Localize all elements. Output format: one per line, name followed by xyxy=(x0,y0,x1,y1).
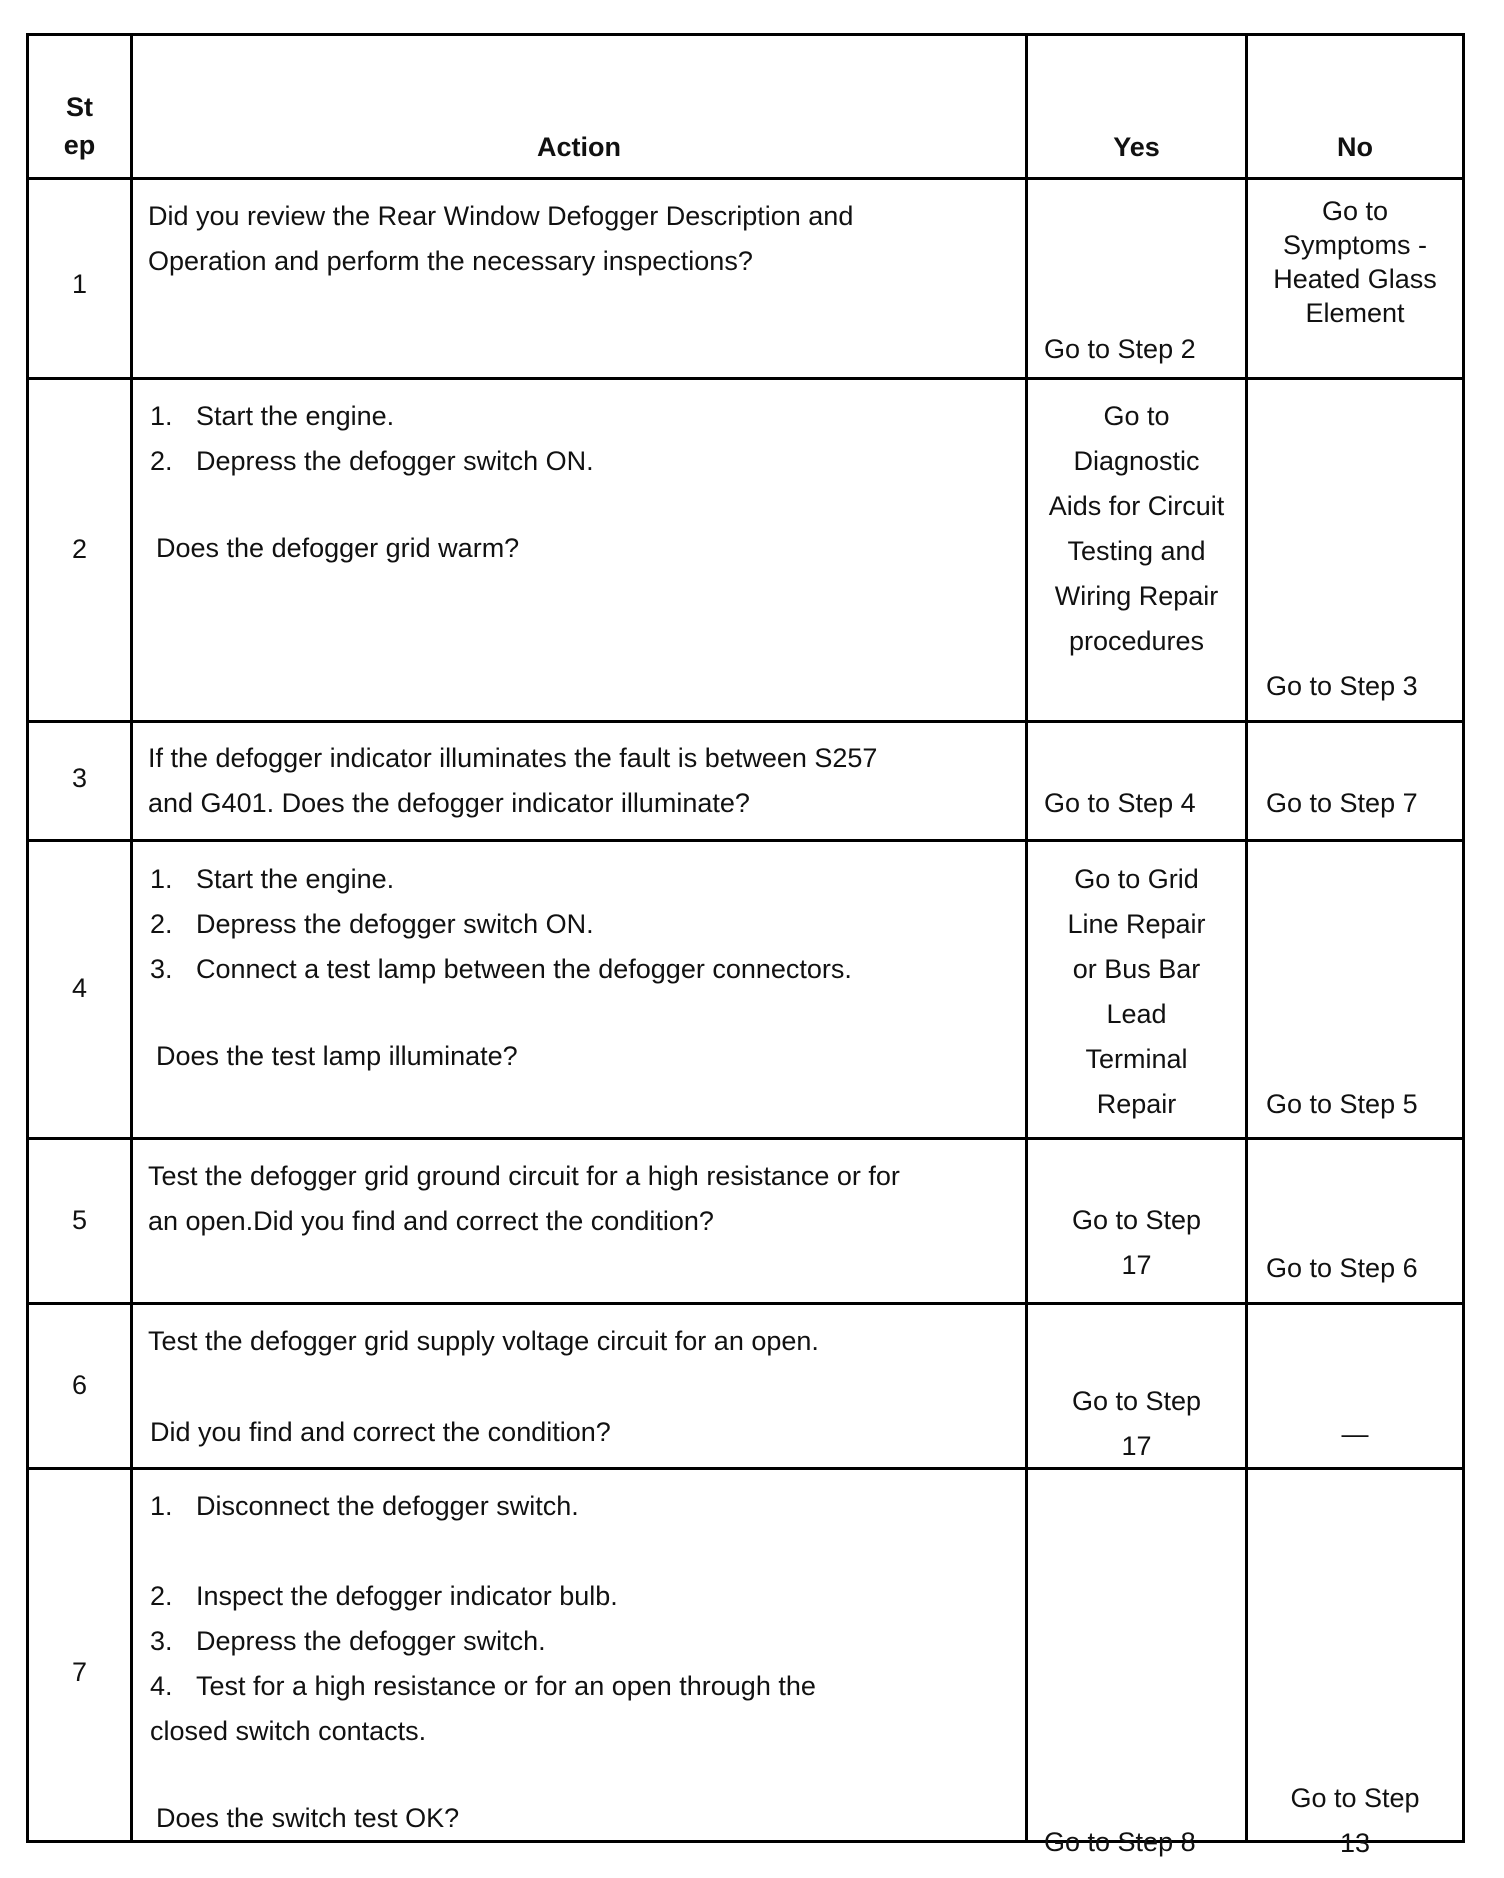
action-item: 1. Disconnect the defogger switch. xyxy=(150,1491,579,1521)
action-text: Did you review the Rear Window Defogger Description and Operation and perform the necessary inspections? xyxy=(148,201,854,276)
action-item: 4. Test for a high resistance or for an open through the xyxy=(150,1671,816,1701)
action-item: 3. Depress the defogger switch. xyxy=(150,1626,546,1656)
step-number: 4 xyxy=(71,973,88,1003)
action-text: 1. Start the engine. 2. Depress the defogger switch ON. 3. Connect a test lamp between the defogger connectors. Does the test lamp illuminate? xyxy=(150,857,852,1079)
row-divider xyxy=(29,720,1462,723)
yes-result: Go to Step 8 xyxy=(1044,1827,1196,1857)
row-divider xyxy=(29,377,1462,380)
row-divider xyxy=(29,839,1462,842)
no-result: Go to Step 7 xyxy=(1266,788,1418,818)
no-result: Go to Step 13 xyxy=(1290,1783,1420,1858)
action-item: 2. Depress the defogger switch ON. xyxy=(150,909,594,939)
action-item: 2. Inspect the defogger indicator bulb. xyxy=(150,1581,618,1611)
yes-result: Go to Step 17 xyxy=(1071,1386,1202,1461)
step-number: 2 xyxy=(71,534,88,564)
no-result: Go to Step 3 xyxy=(1266,671,1418,701)
step-number: 5 xyxy=(71,1205,88,1235)
no-result: Go to Step 5 xyxy=(1266,1089,1418,1119)
step-number: 1 xyxy=(71,269,88,299)
yes-result: Go to Grid Line Repair or Bus Bar Lead Terminal Repair xyxy=(1067,864,1206,1119)
row-divider xyxy=(29,1467,1462,1470)
header-no: No xyxy=(1337,132,1373,162)
action-item: 3. Connect a test lamp between the defogger connectors. xyxy=(150,954,852,984)
diagnostic-table xyxy=(26,33,1465,1858)
action-item: 1. Start the engine. xyxy=(150,401,395,431)
action-item: 1. Start the engine. xyxy=(150,864,395,894)
column-divider xyxy=(130,36,133,1840)
yes-result: Go to Step 4 xyxy=(1044,788,1196,818)
row-divider xyxy=(29,1302,1462,1305)
action-text: 1. Start the engine. 2. Depress the defogger switch ON. Does the defogger grid warm? xyxy=(150,394,594,571)
action-text: Test the defogger grid supply voltage circuit for an open. Did you find and correct the condition? xyxy=(148,1326,819,1447)
action-item: 2. Depress the defogger switch ON. xyxy=(150,446,594,476)
row-divider xyxy=(29,177,1462,180)
no-result: Go to Symptoms - Heated Glass Element xyxy=(1273,196,1437,328)
row-divider xyxy=(29,1137,1462,1140)
no-result: — xyxy=(1341,1419,1369,1449)
step-number: 7 xyxy=(71,1657,88,1687)
no-result: Go to Step 6 xyxy=(1266,1253,1418,1283)
yes-result: Go to Step 2 xyxy=(1044,334,1196,364)
yes-result: Go to Step 17 xyxy=(1071,1205,1202,1280)
action-text: If the defogger indicator illuminates the fault is between S257 and G401. Does the defogger indicator illuminate? xyxy=(148,743,878,818)
action-text: Test the defogger grid ground circuit for a high resistance or for an open.Did you find and correct the condition? xyxy=(148,1161,900,1236)
header-yes: Yes xyxy=(1113,132,1160,162)
step-number: 3 xyxy=(71,763,88,793)
step-number: 6 xyxy=(71,1370,88,1400)
header-step: St ep xyxy=(63,92,96,160)
yes-result: Go to Diagnostic Aids for Circuit Testing and Wiring Repair procedures xyxy=(1048,401,1225,656)
action-text: 1. Disconnect the defogger switch. 2. Inspect the defogger indicator bulb. 3. Depress the defogger switch. 4. Test for a high resistance or for an open through the closed switch contacts. Does the switch test OK? xyxy=(150,1484,816,1841)
header-action: Action xyxy=(537,132,621,162)
